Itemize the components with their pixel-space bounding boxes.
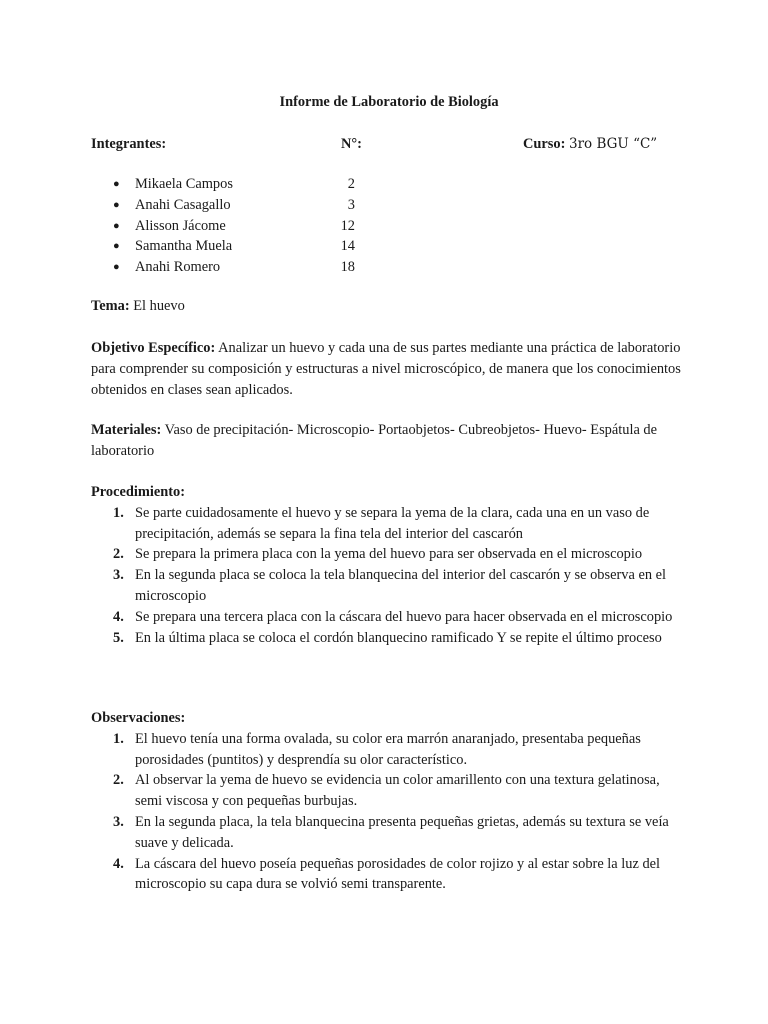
member-item	[91, 216, 391, 237]
member-name: Anahi Casagallo	[135, 196, 231, 213]
member-number: 14	[340, 238, 355, 255]
procedimiento-section	[91, 482, 687, 648]
curso-field	[523, 134, 657, 154]
bullet-icon: ●	[113, 178, 120, 190]
integrantes-label: Integrantes:	[91, 136, 167, 152]
curso-value: 3ro BGU “C”	[568, 136, 658, 152]
observaciones-label: Observaciones:	[91, 710, 186, 726]
report-title: Informe de Laboratorio de Biología	[279, 94, 499, 110]
observacion-number: 2.	[113, 772, 124, 789]
number-label: N°:	[341, 136, 362, 152]
procedimiento-step	[91, 503, 687, 545]
tema-section	[91, 296, 687, 317]
step-text: Se parte cuidadosamente el huevo y se separa la yema de la clara, cada una en un vaso de precipitación, además se separa la fina tela del interior del cascarón	[135, 504, 650, 542]
procedimiento-list	[91, 503, 687, 649]
member-item	[91, 257, 391, 278]
objetivo-label: Objetivo Específico:	[91, 340, 216, 356]
materiales-label: Materiales:	[91, 422, 162, 438]
step-number: 5.	[113, 629, 124, 646]
observacion-item	[91, 770, 687, 812]
observaciones-section	[91, 708, 687, 895]
tema-value: El huevo	[133, 298, 185, 314]
bullet-icon: ●	[113, 240, 120, 253]
observacion-item	[91, 854, 687, 896]
materiales-section	[91, 420, 687, 462]
member-number: 3	[347, 196, 355, 213]
header-row	[91, 134, 687, 154]
observacion-item	[91, 729, 687, 771]
bullet-icon: ●	[113, 198, 120, 211]
bullet-icon: ●	[113, 261, 120, 274]
member-item	[91, 174, 391, 195]
observaciones-list	[91, 729, 687, 895]
procedimiento-step	[91, 544, 687, 565]
observacion-text: La cáscara del huevo poseía pequeñas porosidades de color rojizo y al estar sobre la luz del microscopio su capa dura se volvió semi transparente.	[135, 855, 661, 893]
bullet-icon: ●	[113, 219, 120, 232]
step-number: 4.	[113, 608, 124, 625]
observacion-number: 4.	[113, 855, 124, 872]
procedimiento-step	[91, 628, 687, 649]
member-item	[91, 236, 391, 257]
observacion-item	[91, 812, 687, 854]
procedimiento-step	[91, 565, 687, 607]
member-name: Anahi Romero	[135, 259, 221, 276]
procedimiento-step	[91, 607, 687, 628]
member-name: Alisson Jácome	[135, 217, 226, 234]
observacion-text: Al observar la yema de huevo se evidencia un color amarillento con una textura gelatinosa, semi viscosa y con pequeñas burbujas.	[135, 772, 660, 810]
member-number: 2	[347, 176, 355, 192]
observacion-text: El huevo tenía una forma ovalada, su color era marrón anaranjado, presentaba pequeñas porosidades (puntitos) y desprendía su olor característico.	[135, 730, 641, 768]
member-item	[91, 195, 391, 216]
observacion-number: 1.	[113, 730, 124, 747]
step-number: 1.	[113, 504, 124, 521]
member-number: 12	[340, 217, 355, 234]
member-name: Mikaela Campos	[135, 176, 233, 192]
objetivo-section	[91, 338, 687, 400]
materiales-value: Vaso de precipitación- Microscopio- Portaobjetos- Cubreobjetos- Huevo- Espátula de laboratorio	[91, 422, 658, 459]
observacion-text: En la segunda placa, la tela blanquecina presenta pequeñas grietas, además su textura se veía suave y delicada.	[135, 813, 669, 851]
member-number: 18	[340, 259, 355, 276]
curso-label: Curso:	[523, 136, 566, 152]
tema-label: Tema:	[91, 298, 130, 314]
step-text: Se prepara la primera placa con la yema del huevo para ser observada en el microscopio	[135, 546, 643, 563]
step-text: En la segunda placa se coloca la tela blanquecina del interior del cascarón y se observa en el microscopio	[135, 567, 667, 604]
procedimiento-label: Procedimiento:	[91, 484, 186, 500]
observacion-number: 3.	[113, 813, 124, 830]
step-number: 3.	[113, 567, 124, 584]
member-name: Samantha Muela	[135, 238, 233, 255]
step-text: Se prepara una tercera placa con la cáscara del huevo para hacer observada en el microscopio	[135, 608, 673, 625]
members-list	[91, 174, 391, 278]
step-text: En la última placa se coloca el cordón blanquecino ramificado Y se repite el último proceso	[135, 629, 662, 646]
objetivo-value: Analizar un huevo y cada una de sus partes mediante una práctica de laboratorio para comprender su composición y estructuras a nivel microscópico, de manera que los conocimientos obtenidos en clases sean aplicados.	[91, 340, 681, 398]
step-number: 2.	[113, 546, 124, 563]
